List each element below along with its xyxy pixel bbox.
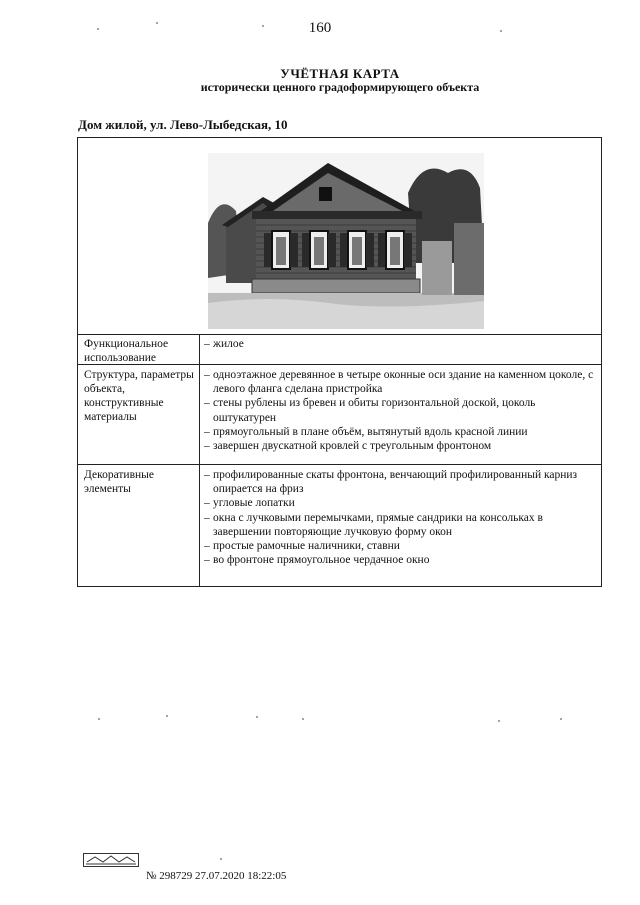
- document-number: № 298729 27.07.2020 18:22:05: [146, 870, 287, 882]
- list-item: – одноэтажное деревянное в четыре оконные оси здание на каменном цоколе, с левого фланга сделана пристройка: [204, 368, 598, 396]
- list-item: – стены рублены из бревен и обиты горизонтальной доской, цоколь оштукатурен: [204, 396, 598, 424]
- row-content: [204, 337, 598, 351]
- list-item: – жилое: [204, 337, 598, 351]
- house-photo: [208, 153, 484, 329]
- record-card-table: [77, 137, 602, 587]
- card-subtitle: исторически ценного градоформирующего объекта: [200, 80, 480, 94]
- row-content: [204, 468, 598, 567]
- list-item: – профилированные скаты фронтона, венчающий профилированный карниз опирается на фриз: [204, 468, 598, 496]
- row-label: Структура, параметры объекта, конструктивные материалы: [84, 369, 194, 423]
- card-title: УЧЁТНАЯ КАРТА: [280, 66, 400, 81]
- list-item: – простые рамочные наличники, ставни: [204, 539, 598, 553]
- row-label: Функциональное использование: [84, 338, 169, 364]
- table-row-decor: [78, 465, 601, 586]
- list-item: – угловые лопатки: [204, 496, 598, 510]
- object-name: Дом жилой, ул. Лево-Лыбедская, 10: [78, 117, 288, 132]
- list-item: – во фронтоне прямоугольное чердачное окно: [204, 553, 598, 567]
- photo-cell: [78, 138, 601, 335]
- row-label: Декоративные элементы: [84, 469, 154, 495]
- registration-stamp: [83, 853, 139, 867]
- list-item: – завершен двускатной кровлей с треугольным фронтоном: [204, 439, 598, 453]
- list-item: – окна с лучковыми перемычками, прямые сандрики на консольках в завершении повторяющие лучковую форму окон: [204, 511, 598, 539]
- list-item: – прямоугольный в плане объём, вытянутый вдоль красной линии: [204, 425, 598, 439]
- row-content: [204, 368, 598, 453]
- page-number: 160: [308, 20, 332, 36]
- table-row-structure: [78, 365, 601, 465]
- table-row-function: [78, 334, 601, 365]
